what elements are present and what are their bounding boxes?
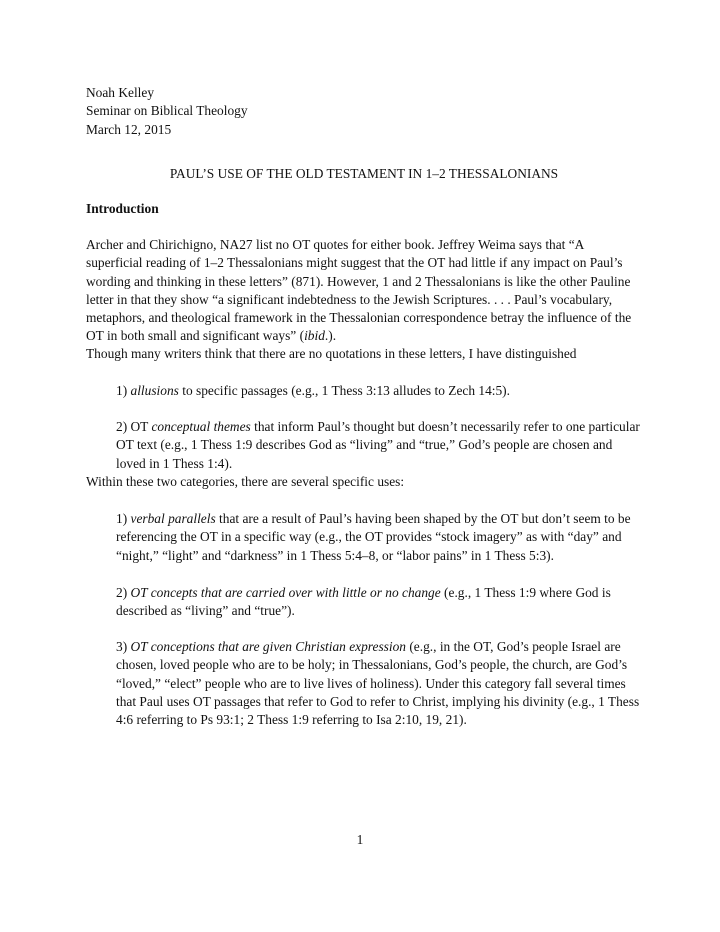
category-number: 2) OT <box>116 419 152 434</box>
use-item <box>116 638 644 729</box>
intro-italic: ibid <box>304 328 325 344</box>
use-text: (e.g., 1 Thess 1:9 where God is described as “living” and “true”). <box>116 585 611 619</box>
use-number: 1) <box>116 511 131 526</box>
author-name: Noah Kelley <box>86 85 155 100</box>
document-title: PAUL’S USE OF THE OLD TESTAMENT IN 1–2 THESSALONIANS <box>169 166 559 181</box>
category-item <box>116 418 644 473</box>
intro-text-end: .). <box>324 328 337 344</box>
use-term: verbal parallels <box>130 511 216 526</box>
page-number: 1 <box>356 832 364 847</box>
use-text: (e.g., in the OT, God’s people Israel are chosen, loved people who are to be holy; in Thessalonians, God’s people, the church, are God’s “loved,” “elect” people who are to live lives of holiness). Under this category fall several times that Paul uses OT passages that refer to God to refer to Christ, implying his divinity (e.g., 1 Thess 4:6 referring to Ps 93:1; 2 Thess 1:9 referring to Isa 2:10, 19, 21). <box>116 639 640 728</box>
document-date: March 12, 2015 <box>86 121 172 137</box>
document-header <box>86 84 642 139</box>
use-item <box>116 510 644 565</box>
category-term: conceptual themes <box>151 419 251 434</box>
category-number: 1) <box>116 383 131 398</box>
use-text: that are a result of Paul’s having been shaped by the OT but don’t seem to be referencing the OT in a specific way (e.g., the OT provides “stock imagery” as with “day” and “night,” “light” and “darkness” in 1 Thess 5:4–8, or “labor pains” in 1 Thess 5:3). <box>116 511 631 563</box>
category-item <box>116 382 644 400</box>
category-text: that inform Paul’s thought but doesn’t necessarily refer to one particular OT text (e.g., 1 Thess 1:9 describes God as “living” and “true,” God’s people are chosen and loved in 1 Thess 1:4). <box>116 419 640 471</box>
use-number: 3) <box>116 639 131 654</box>
category-term: allusions <box>130 383 179 398</box>
use-term: OT concepts that are carried over with little or no change <box>130 585 441 600</box>
distinguish-paragraph: Though many writers think that there are no quotations in these letters, I have distinguished <box>86 346 577 361</box>
section-heading: Introduction <box>86 201 159 216</box>
use-number: 2) <box>116 585 131 600</box>
intro-text: Archer and Chirichigno, NA27 list no OT quotes for either book. Jeffrey Weima says that “A superficial reading of 1–2 Thessalonians might suggest that the OT had little if any impact on Paul’s wording and thinking in these letters” (871). However, 1 and 2 Thessalonians is like the other Pauline letter in that they show “a significant indebtedness to the Jewish Scriptures. . . . Paul’s vocabulary, metaphors, and theological framework in the Thessalonian correspondence betray the influence of the OT in both small and significant ways” ( <box>86 237 632 344</box>
use-term: OT conceptions that are given Christian expression <box>130 639 406 654</box>
within-paragraph: Within these two categories, there are several specific uses: <box>86 474 405 489</box>
course-name: Seminar on Biblical Theology <box>86 103 248 119</box>
use-item <box>116 584 644 621</box>
intro-paragraph <box>86 236 642 346</box>
category-text: to specific passages (e.g., 1 Thess 3:13 alludes to Zech 14:5). <box>178 383 510 398</box>
